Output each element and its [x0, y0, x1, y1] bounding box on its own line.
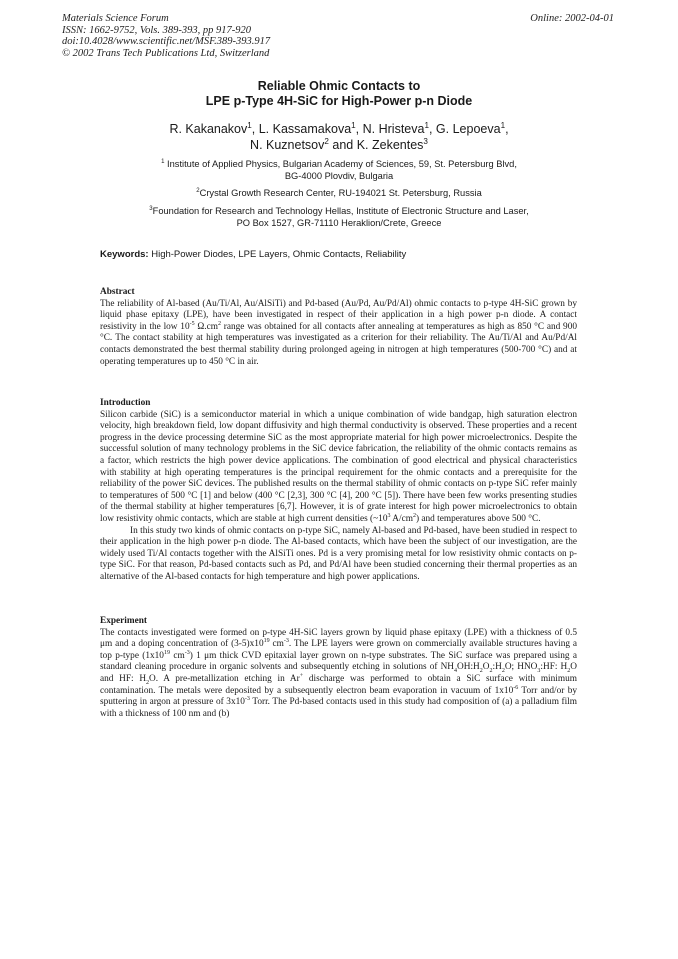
keywords-label: Keywords:: [100, 249, 149, 260]
online-date: Online: 2002-04-01: [530, 13, 614, 24]
affiliation-mark: 2: [196, 187, 200, 194]
keywords-text: High-Power Diodes, LPE Layers, Ohmic Contacts, Reliability: [151, 249, 407, 260]
author-separator: ,: [355, 122, 363, 136]
title-line-2: LPE p-Type 4H-SiC for High-Power p-n Diode: [205, 94, 473, 108]
author-affiliation-mark: 1: [247, 120, 252, 130]
experiment-heading: Experiment: [100, 616, 147, 626]
author-affiliation-mark: 2: [324, 136, 329, 146]
affiliation-1: [0, 159, 678, 182]
experiment-paragraph: The contacts investigated were formed on p-type 4H-SiC layers grown by liquid phase epitaxy (LPE) with a thickness of 0.5 μm and a doping concentration of $(3-5)x10^{19}$ $cm^{-3}$. The LPE layers were grown on commercially available structures having a top p-type ($1x10^{19}$ $cm^{-3}$) 1 μm thick CVD epitaxial layer grown on n-type substrates. The SiC surface was prepared using a standard cleaning procedure in organic solvents and subsequently etching in solutions of $NH_4OH:H_2O_2:H_2O$; $HNO_3:HF$: $H_2O$ and HF: $H_2O$. A pre-metallization etching in Ar+ discharge was performed to obtain a SiC surface with minimum contamination. The metals were deposited by a subsequently electron beam evaporation in vacuum of $1x10^{-6}$ Torr and/or by sputtering in argon at pressure of $3x10^{-3}$ Torr. The Pd-based contacts used in this study had composition of (a) a palladium film with a thickness of 100 nm and (b): [100, 627, 578, 719]
author: K. Zekentes: [356, 138, 424, 152]
author-line-2: [0, 137, 678, 153]
author-affiliation-mark: 1: [500, 120, 506, 130]
author-separator: ,: [251, 122, 259, 136]
introduction-paragraph-1: Silicon carbide (SiC) is a semiconductor material in which a unique combination of wide bandgap, high saturation electron velocity, high breakdown field, low dopant diffusivity and high thermal conductivity is observed. These properties and a recent progress in the device processing determine SiC as the most appropriate material for high power microelectronics. Despite the successful solution of many technology problems in the SiC device fabrication, the reliability of the ohmic contacts remains as a factor, which restricts the high power device applications. The combination of good electrical and physical characteristics with stability at high operating temperatures is the principal requirement for the ohmic contacts and a prerequisite for the reliability of the power SiC devices. The published results on the thermal stability of ohmic contacts on p-type SiC refer mainly to temperatures of 500 °C [1] and below (400 °C [2,3], 300 °C [4], 200 °C [5]). There have been few works presenting studies of the thermal stability at higher temperatures [6,7]. However, it is of grate interest for high power microelectronics to obtain low resistivity ohmic contacts, which are stable at high current densities ($\sim 10^3$ $A/cm^2$) and temperatures above 500 °C.: [100, 409, 577, 524]
journal-header: [62, 13, 270, 59]
author: L. Kassamakova: [258, 122, 352, 136]
abstract-text: The reliability of Al-based (Au/Ti/Al, Au/AlSiTi) and Pd-based (Au/Pd, Au/Pd/Al) ohmic contacts to p-type 4H-SiC grown by liquid phase epitaxy (LPE), have been investigated in respect of their application in a high power p-n diode. A contact resistivity in the low $10^{-5}$ $\Omega.cm^2$ range was obtained for all contacts after annealing at temperatures as high as 850 °C and 900 °C. The contact stability at high temperatures was investigated as a criterion for their reliability. The Au/Ti/Al and Au/Pd/Al contacts demonstrated the best thermal stability during prolonged ageing in nitrogen at high temperatures (500-700 °C) and at operating temperatures up to 450 °C in air.: [100, 298, 577, 367]
experiment-section: [100, 616, 577, 720]
abstract-section: [100, 287, 577, 368]
affiliation-text: PO Box 1527, GR-71110 Heraklion/Crete, Greece: [236, 217, 442, 228]
keywords: [100, 249, 406, 260]
doi-line: doi:10.4028/www.scientific.net/MSF.389-393.917: [62, 36, 271, 47]
affiliation-mark: 1: [161, 158, 165, 165]
introduction-paragraph-2: In this study two kinds of ohmic contacts on p-type SiC, namely Al-based and Pd-based, have been studied in respect to their application in the high power p-n diode. The Al-based contacts, which have been the subject of our investigation, are the widely used Ti/Al contacts together with the AlSiTi ones. Pd is a very promising metal for low resistivity ohmic contacts on p-type SiC. For that reason, Pd-based contacts such as Pd, and Pd/Al have been studied concerning their thermal properties as an alternative of the Al-based contacts for high temperature and high power applications.: [100, 525, 577, 582]
affiliation-mark: 3: [149, 205, 153, 212]
author: N. Kuznetsov: [250, 138, 325, 152]
affiliation-2: [0, 188, 678, 200]
copyright-line: © 2002 Trans Tech Publications Ltd, Switzerland: [62, 47, 270, 59]
affiliation-text: Crystal Growth Research Center, RU-194021 St. Petersburg, Russia: [199, 188, 482, 198]
affiliation-3: [0, 206, 678, 229]
journal-name: Materials Science Forum: [62, 13, 169, 24]
author: N. Hristeva: [362, 122, 425, 136]
title-line-1: Reliable Ohmic Contacts to: [257, 79, 421, 93]
issn-line: ISSN: 1662-9752, Vols. 389-393, pp 917-920: [62, 24, 251, 36]
author-separator: ,: [505, 122, 509, 136]
author-separator: ,: [428, 122, 436, 136]
author-affiliation-mark: 3: [423, 136, 428, 146]
paper-title: [0, 79, 678, 109]
author: R. Kakanakov: [169, 122, 248, 136]
author-line-1: [0, 121, 678, 137]
author-affiliation-mark: 1: [351, 120, 356, 130]
author: G. Lepoeva: [435, 122, 501, 136]
author-separator: and: [328, 138, 357, 152]
affiliation-text: BG-4000 Plovdiv, Bulgaria: [284, 170, 394, 181]
introduction-heading: Introduction: [100, 398, 151, 408]
abstract-heading: Abstract: [100, 287, 135, 297]
affiliation-text: Foundation for Research and Technology Hellas, Institute of Electronic Structure and Laser,: [152, 206, 529, 216]
affiliation-text: Institute of Applied Physics, Bulgarian Academy of Sciences, 59, St. Petersburg Blvd,: [167, 159, 517, 169]
author-affiliation-mark: 1: [424, 120, 429, 130]
introduction-section: [100, 398, 577, 584]
author-list: [0, 121, 678, 153]
